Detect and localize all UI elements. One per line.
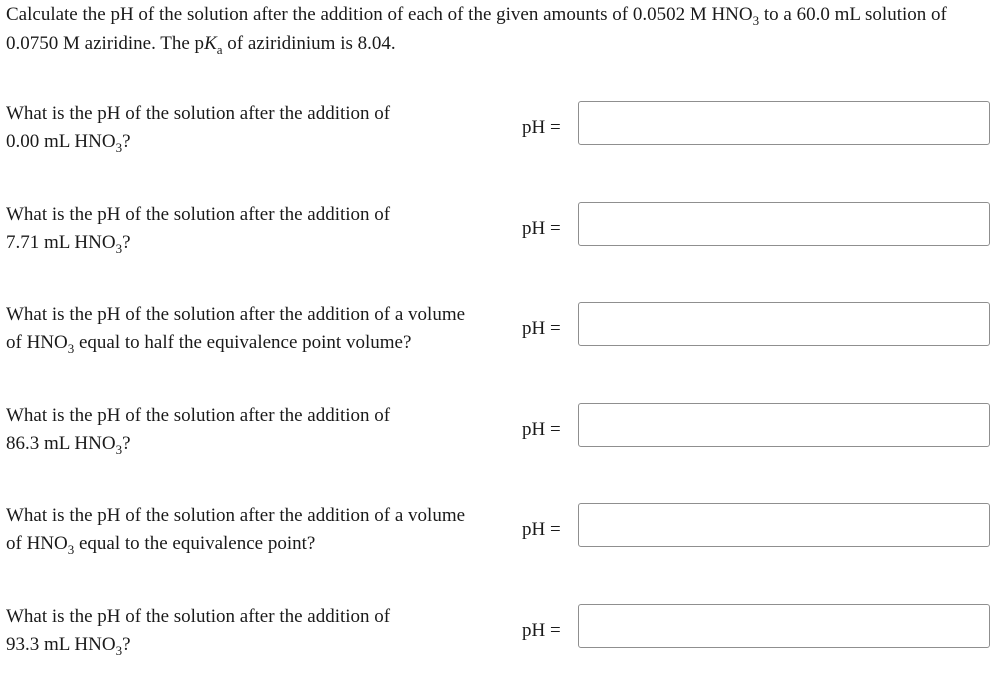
subscript: 3 (115, 241, 123, 256)
ph-label: pH = (522, 218, 561, 239)
question-text: equal to the equivalence point? (74, 533, 316, 554)
question-text: 86.3 mL HNO (6, 433, 116, 454)
question-text: What is the pH of the solution after the addition of (6, 103, 391, 124)
ka-symbol: K (204, 33, 217, 54)
question-text: ? (122, 433, 131, 454)
subscript: 3 (115, 442, 123, 457)
ph-label: pH = (522, 318, 561, 339)
question-text: 7.71 mL HNO (6, 232, 116, 253)
question-text-2 (6, 330, 411, 356)
question-text: What is the pH of the solution after the addition of a volume (6, 505, 466, 526)
ph-label: pH = (522, 519, 561, 540)
ph-answer-input-5[interactable] (578, 503, 990, 547)
question-text-2 (6, 431, 131, 457)
problem-text: 0.0750 M aziridine. The p (6, 33, 205, 54)
subscript: 3 (67, 341, 75, 356)
ph-answer-input-3[interactable] (578, 302, 990, 346)
problem-line-2 (6, 29, 396, 59)
question-text: What is the pH of the solution after the addition of (6, 204, 391, 225)
question-text: ? (122, 131, 131, 152)
ph-label: pH = (522, 620, 561, 641)
question-text-2 (6, 531, 315, 557)
ph-answer-input-2[interactable] (578, 202, 990, 246)
question-4 (6, 403, 996, 473)
problem-text: Calculate the pH of the solution after the addition of each of the given amounts of 0.0502 M HNO (6, 4, 753, 25)
question-text: What is the pH of the solution after the addition of (6, 405, 391, 426)
ph-answer-input-6[interactable] (578, 604, 990, 648)
subscript: 3 (752, 13, 760, 28)
question-5 (6, 503, 996, 573)
question-text: 0.00 mL HNO (6, 131, 116, 152)
question-text: 93.3 mL HNO (6, 634, 116, 655)
ph-label: pH = (522, 419, 561, 440)
question-text: ? (122, 232, 131, 253)
question-text: What is the pH of the solution after the addition of a volume (6, 304, 466, 325)
subscript: 3 (67, 542, 75, 557)
problem-text: of aziridinium is 8.04. (222, 33, 396, 54)
question-text-2 (6, 230, 131, 256)
question-2 (6, 202, 996, 272)
question-text: of HNO (6, 533, 68, 554)
question-text-2 (6, 632, 131, 658)
question-text: of HNO (6, 332, 68, 353)
problem-line-1 (6, 0, 947, 30)
question-3 (6, 302, 996, 372)
problem-text: to a 60.0 mL solution of (759, 4, 947, 25)
ph-answer-input-1[interactable] (578, 101, 990, 145)
question-text: What is the pH of the solution after the addition of (6, 606, 391, 627)
ph-answer-input-4[interactable] (578, 403, 990, 447)
question-text: ? (122, 634, 131, 655)
subscript: 3 (115, 140, 123, 155)
subscript: a (216, 42, 223, 57)
subscript: 3 (115, 643, 123, 658)
question-text: equal to half the equivalence point volume? (74, 332, 412, 353)
question-1 (6, 101, 996, 171)
question-text-2 (6, 129, 131, 155)
ph-label: pH = (522, 117, 561, 138)
